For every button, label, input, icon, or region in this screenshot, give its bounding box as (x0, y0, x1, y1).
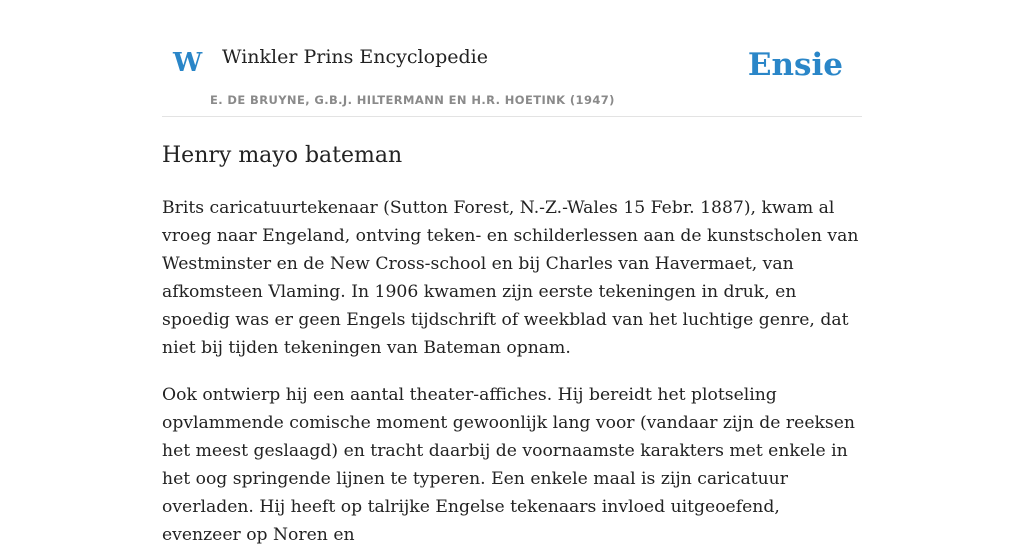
article-paragraph-1: Brits caricatuurtekenaar (Sutton Forest, N.-Z.-Wales 15 Febr. 1887), kwam al vroeg naar Engeland, ontving teken- en schilderlessen aan de kunstscholen van Westminster en de New Cross-school en bij Charles van Havermaet, van afkomsteen Vlaming. In 1906 kwamen zijn eerste tekeningen in druk, en spoedig was er geen Engels tijdschrift of weekblad van het luchtige genre, dat niet bij tijden tekeningen van Bateman opnam. (162, 198, 859, 359)
ensie-logo[interactable]: Ensie (747, 47, 843, 83)
article-title: Henry mayo bateman (162, 143, 403, 168)
source-authors: E. DE BRUYNE, G.B.J. HILTERMANN EN H.R. HOETINK (1947) (210, 93, 615, 107)
source-header (162, 0, 862, 117)
winkler-prins-logo[interactable]: W (173, 48, 203, 78)
article-paragraph-2: Ook ontwierp hij een aantal theater-affiches. Hij bereidt het plotseling opvlammende comische moment gewoonlijk lang voor (vandaar zijn de reeksen het meest geslaagd) en tracht daarbij de voornaamste karakters met enkele in het oog springende lijnen te typeren. Een enkele maal is zijn caricatuur overladen. Hij heeft op talrijke Engelse tekenaars invloed uitgeoefend, evenzeer op Noren en (162, 385, 855, 546)
page (162, 0, 862, 549)
source-title-link[interactable]: Winkler Prins Encyclopedie (222, 46, 488, 68)
